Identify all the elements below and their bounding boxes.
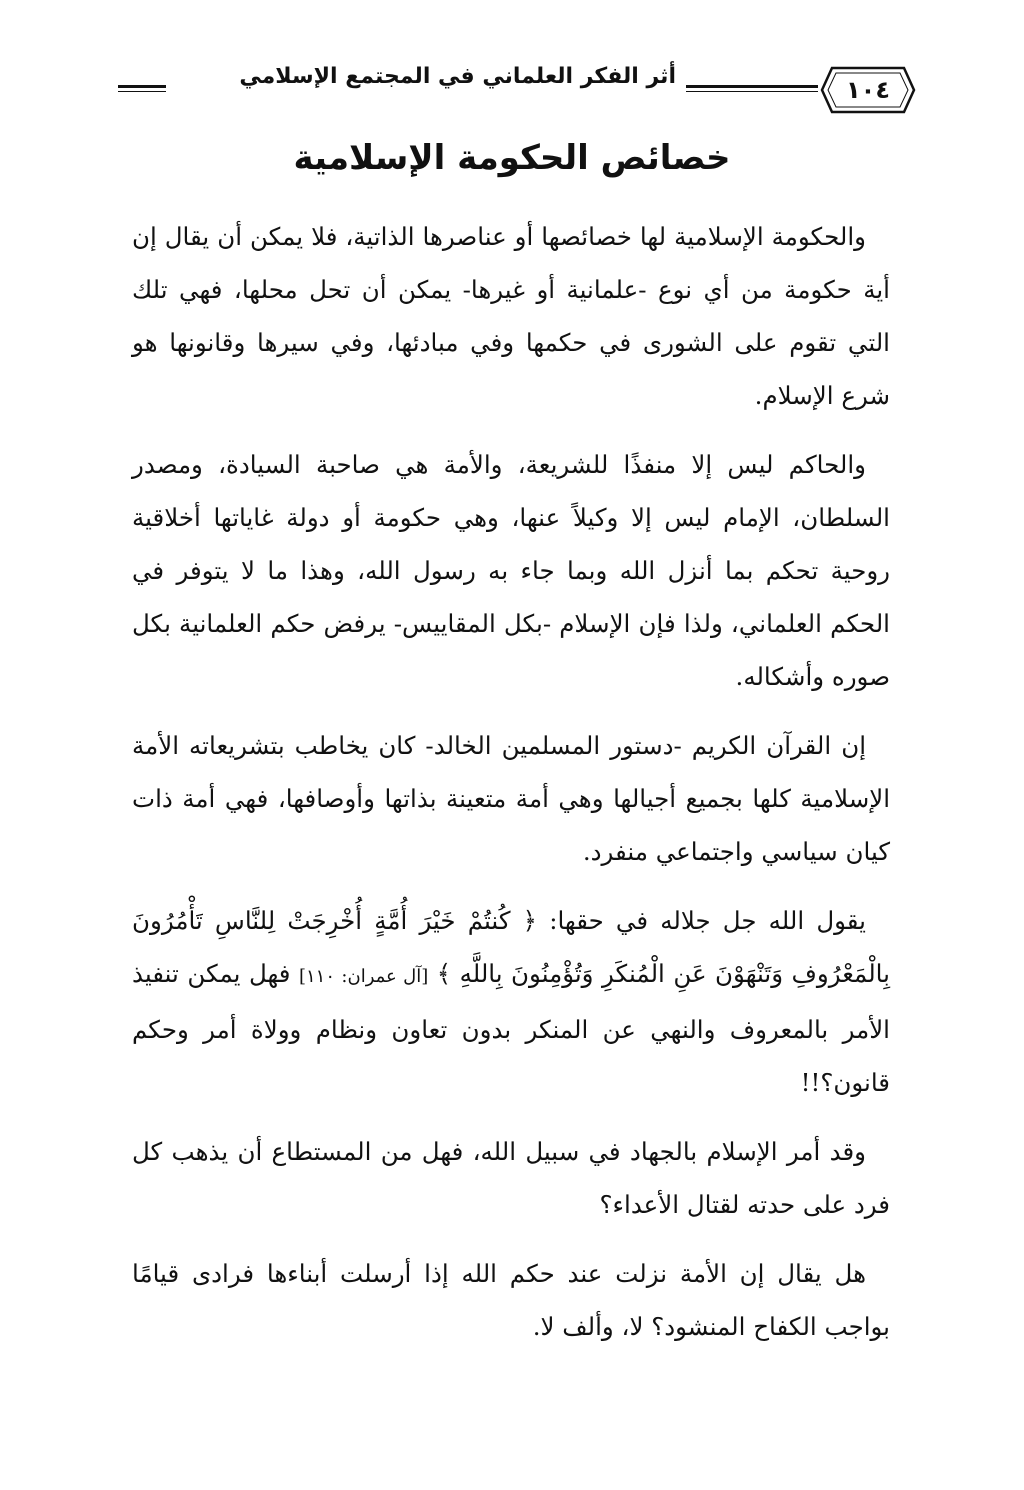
verse-reference: [آل عمران: ١١٠] [298,966,429,987]
body-text [132,210,890,1369]
verse-rest: فهل يمكن تنفيذ الأمر بالمعروف والنهي عن المنكر بدون تعاون ونظام وولاة أمر وحكم قانون؟!! [132,959,890,1097]
running-title: أثر الفكر العلماني في المجتمع الإسلامي [239,64,676,89]
section-heading: خصائص الحكومة الإسلامية [293,138,731,178]
paragraph-6: هل يقال إن الأمة نزلت عند حكم الله إذا أرسلت أبناءها فرادى قيامًا بواجب الكفاح المنشود؟ لا، وألف لا. [132,1259,890,1341]
page-number: ١٠٤ [846,76,890,104]
verse-lead: يقول الله جل جلاله في حقها: [549,906,866,935]
header-rule-right [686,85,818,88]
paragraph-5: وقد أمر الإسلام بالجهاد في سبيل الله، فهل من المستطاع أن يذهب كل فرد على حدته لقتال الأعداء؟ [132,1137,890,1219]
page-number-badge [818,62,918,118]
running-header [118,58,918,122]
paragraph-2: والحاكم ليس إلا منفذًا للشريعة، والأمة هي صاحبة السيادة، ومصدر السلطان، الإمام ليس إلا وكيلاً عنها، وهي حكومة أو دولة غاياتها أخلاقية روحية تحكم بما أنزل الله وبما جاء به رسول الله، وهذا ما لا يتوفر في الحكم العلماني، ولذا فإن الإسلام -بكل المقاييس- يرفض حكم العلمانية بكل صوره وأشكاله. [132,450,890,691]
verse-paragraph [132,894,890,1109]
quran-verse: ﴿ كُنتُمْ خَيْرَ أُمَّةٍ أُخْرِجَتْ لِلنَّاسِ تَأْمُرُونَ بِالْمَعْرُوفِ وَتَنْهَوْنَ عَنِ الْمُنكَرِ وَتُؤْمِنُونَ بِاللَّهِ ﴾ [132,906,890,988]
paragraph-3: إن القرآن الكريم -دستور المسلمين الخالد- كان يخاطب بتشريعاته الأمة الإسلامية كلها بجميع أجيالها وهي أمة متعينة بذاتها وأوصافها، فهي أمة ذات كيان سياسي واجتماعي منفرد. [132,731,890,866]
header-rule-left [118,85,166,88]
paragraph-1: والحكومة الإسلامية لها خصائصها أو عناصرها الذاتية، فلا يمكن أن يقال إن أية حكومة من أي نوع -علمانية أو غيرها- يمكن أن تحل محلها، فهي تلك التي تقوم على الشورى في حكمها وفي مبادئها، وفي سيرها وقانونها هو شرع الإسلام. [132,222,890,410]
